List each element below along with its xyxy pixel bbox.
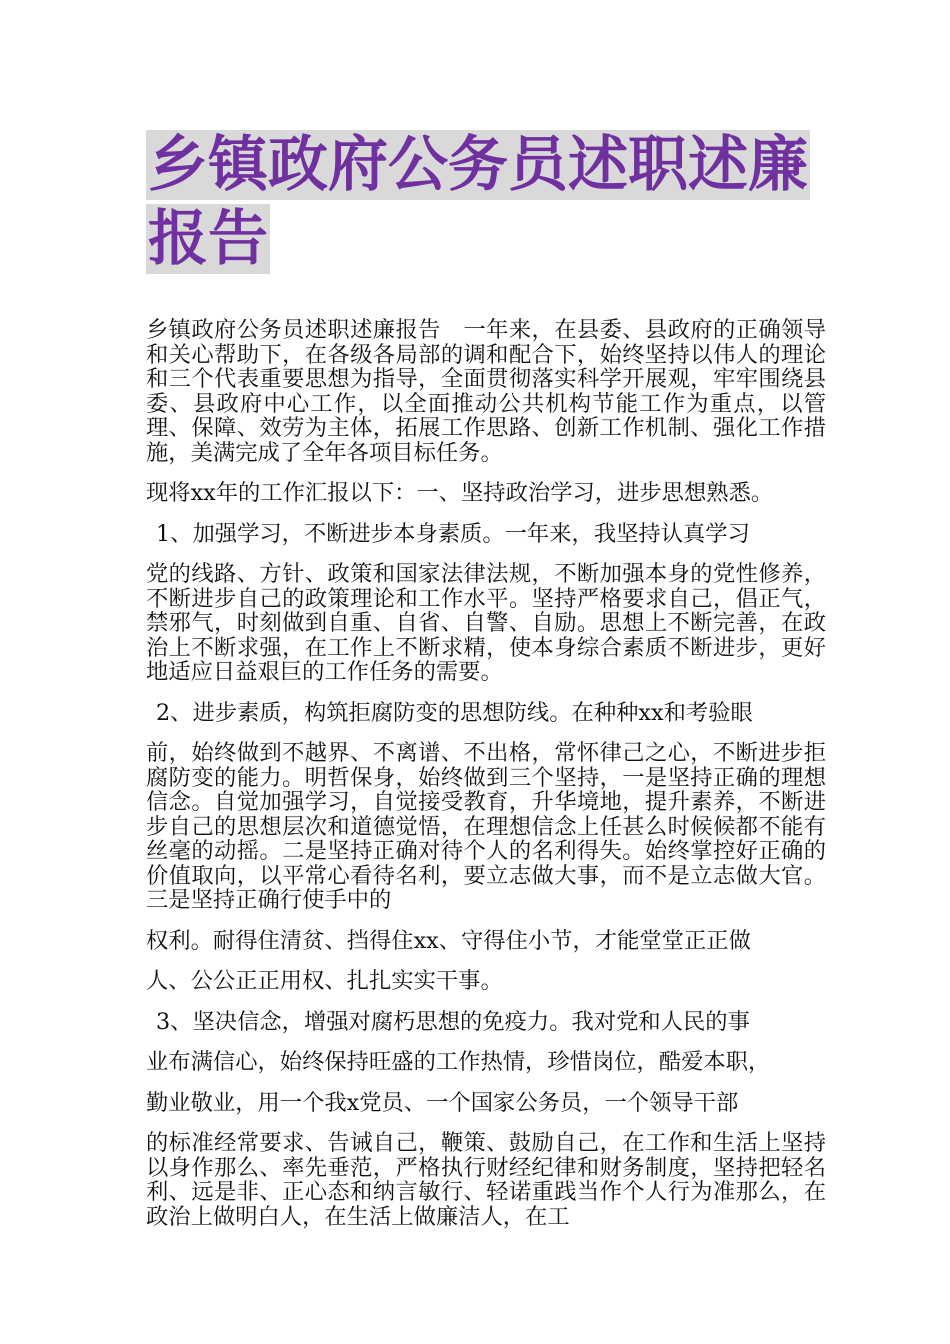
document-title bbox=[146, 128, 826, 276]
document-body bbox=[146, 318, 826, 1229]
paragraph-item-3-line-2: 勤业敬业，用一个我x党员、一个国家公务员，一个领导干部 bbox=[146, 1089, 739, 1116]
paragraph-item-3-body: 的标准经常要求、告诫自己，鞭策、鼓励自己，在工作和生活上坚持以身作那么、率先垂范，严格执行财经纪律和财务制度，坚持把轻名利、远是非、正心态和纳言敏行、轻诺重践当作个人行为准那么，在政治上做明白人，在生活上做廉洁人，在工 bbox=[146, 1130, 826, 1230]
paragraph-item-3-line-1: 业布满信心，始终保持旺盛的工作热情，珍惜岗位，酷爱本职， bbox=[146, 1049, 771, 1076]
paragraph-item-2-end: 人、公公正正用权、扎扎实实干事。 bbox=[146, 968, 503, 995]
paragraph-item-1-body: 党的线路、方针、政策和国家法律法规，不断加强本身的党性修养，不断进步自己的政策理论和工作水平。坚持严格要求自己，倡正气，禁邪气，时刻做到自重、自省、自警、自励。思想上不断完善，在政治上不断求强，在工作上不断求精，使本身综合素质不断进步，更好地适应日益艰巨的工作任务的需要。 bbox=[146, 561, 826, 686]
title-line-1: 乡镇政府公务员述职述廉 bbox=[148, 130, 808, 200]
paragraph-item-2-heading: 2、进步素质，构筑拒腐防变的思想防线。在种种xx和考验眼 bbox=[156, 699, 753, 726]
paragraph-intro: 乡镇政府公务员述职述廉报告 一年来，在县委、县政府的正确领导和关心帮助下，在各级各局部的调和配合下，始终坚持以伟人的理论和三个代表重要思想为指导，全面贯彻落实科学开展观，牢牢围绕县委、县政府中心工作，以全面推动公共机构节能工作为重点，以管理、保障、效劳为主体，拓展工作思路、创新工作机制、强化工作措施，美满完成了全年各项目标任务。 bbox=[146, 317, 826, 466]
title-line-2: 报告 bbox=[148, 204, 268, 274]
paragraph-item-1-heading: 1、加强学习，不断进步本身素质。一年来，我坚持认真学习 bbox=[156, 520, 750, 547]
paragraph-item-3-heading: 3、坚决信念，增强对腐朽思想的免疫力。我对党和人民的事 bbox=[156, 1008, 750, 1035]
paragraph-item-2-body: 前，始终做到不越界、不离谱、不出格，常怀律己之心，不断进步拒腐防变的能力。明哲保身，始终做到三个坚持，一是坚持正确的理想信念。自觉加强学习，自觉接受教育，升华境地，提升素养，不断进步自己的思想层次和道德觉悟，在理想信念上任甚么时候候都不能有丝毫的动摇。二是坚持正确对待个人的名利得失。始终掌控好正确的价值取向，以平常心看待名利，要立志做大事，而不是立志做大官。三是坚持正确行使手中的 bbox=[146, 740, 826, 914]
paragraph-report-lead: 现将xx年的工作汇报以下：一、坚持政治学习，进步思想熟悉。 bbox=[146, 480, 774, 507]
paragraph-item-2-continued: 权利。耐得住清贫、挡得住xx、守得住小节，才能堂堂正正做 bbox=[146, 927, 751, 954]
